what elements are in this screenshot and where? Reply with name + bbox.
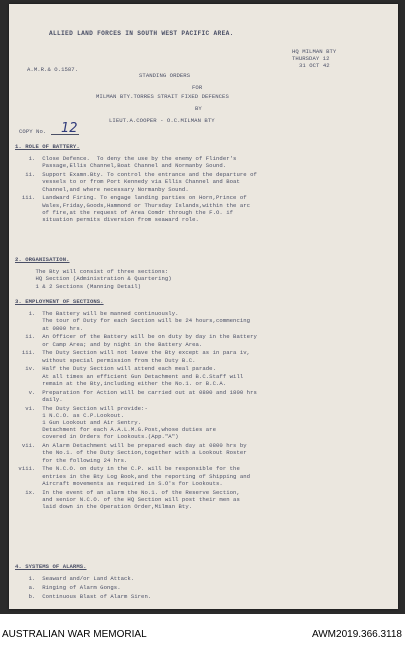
accession-number: AWM2019.366.3118 xyxy=(311,629,402,640)
section-line: iii. Landward Firing. To engage landing parties on Horn,Prince of xyxy=(15,194,247,202)
section-line: The Bty will consist of three sections: xyxy=(15,268,169,276)
header-day: THURSDAY 12 xyxy=(292,55,330,62)
section-heading: 4. SYSTEMS OF ALARMS. xyxy=(15,563,87,570)
section-line: covered in Orders for Lookouts.(App."A") xyxy=(15,433,179,441)
section-line: vessels to or from Port Kennedy via Ellis Channel and Boat xyxy=(15,178,240,186)
section-line: iv. Half the Duty Section will attend each meal parade. xyxy=(15,365,217,373)
orders-title-line1: STANDING ORDERS xyxy=(139,72,191,79)
header-date: 31 OCT 42 xyxy=(299,62,330,69)
section-line: i. The Battery will be manned continuously. xyxy=(15,310,179,318)
section-line: At all times an efficient Gun Detachment and B.C.Staff will xyxy=(15,372,244,380)
section-line: at 0800 hrs. xyxy=(15,324,84,332)
section-line: 1 Gun Lookout and Air Sentry. xyxy=(15,419,142,426)
section-line: vii. An Alarm Detachment will be prepared each day at 0800 hrs by xyxy=(15,442,247,450)
section-line: i. Close Defence. To deny the use by the enemy of Flinder's xyxy=(15,155,237,163)
section-line: v. Preparation for Action will be carried out at 0800 and 1800 hrs xyxy=(15,388,257,396)
section-line: 1. Seaward and/or Land Attack. xyxy=(15,575,135,583)
copy-number-label: COPY No. xyxy=(19,128,47,135)
section-line: vi. The Duty Section will provide:- xyxy=(15,404,148,412)
section-line: of fire,at the request of Area Comdr through the F.O. if xyxy=(15,208,234,216)
section-line: remain at the Bty,including either the No.1. or B.C.A. xyxy=(15,379,227,387)
orders-title-line5: LIEUT.A.COOPER - O.C.MILMAN BTY xyxy=(109,117,215,124)
orders-title-line3: MILMAN BTY.TORRES STRAIT FIXED DEFENCES xyxy=(96,93,229,100)
section-line: HQ Section (Administration & Quartering) xyxy=(15,275,172,283)
section-line: without special permission from the Duty B.C. xyxy=(15,356,196,364)
section-line: Passage,Ellis Channel,Boat Channel and Normanby Sound. xyxy=(15,162,227,170)
section-line: situation permits diversion from seaward role. xyxy=(15,216,199,223)
section-line: The tour of Duty for each Section will be 24 hours,commencing xyxy=(15,317,251,325)
section-line: ix. In the event of an alarm the No.1. of the Reserve Section, xyxy=(15,488,240,496)
section-heading: 3. EMPLOYMENT OF SECTIONS. xyxy=(15,298,104,305)
section-line: a. Ringing of Alarm Gongs. xyxy=(15,584,121,591)
caption-bar xyxy=(0,614,405,653)
orders-title-line4: BY xyxy=(195,105,202,112)
document-title: ALLIED LAND FORCES IN SOUTH WEST PACIFIC AREA. xyxy=(49,30,234,37)
copy-number-handwritten: 12 xyxy=(61,121,78,136)
document-page xyxy=(9,4,398,609)
section-line: laid down in the Operation Order,Milman Bty. xyxy=(15,503,193,510)
section-line: viii. The N.C.O. on duty in the C.P. will be responsible for the xyxy=(15,465,240,473)
section-line: ii. Support Examn.Bty. To control the entrance and the departure of xyxy=(15,171,257,179)
section-line: Channel,and where necessary Normanby Sound. xyxy=(15,185,189,193)
section-line: 1 N.C.O. as C.P.Lookout. xyxy=(15,411,125,419)
section-line: b. Continuous Blast of Alarm Siren. xyxy=(15,592,152,600)
section-line: ii. An Officer of the Battery will be on duty by day in the Battery xyxy=(15,333,257,341)
header-location: HQ MILMAN BTY xyxy=(292,48,337,55)
section-line: Wales,Friday,Goods,Hammond or Thursday Islands,within the arc xyxy=(15,201,251,209)
section-line: entries in the Bty Log Book,and the reporting of Shipping and xyxy=(15,472,251,480)
section-line: iii. The Duty Section will not leave the Bty except as in para iv, xyxy=(15,349,251,357)
section-heading: 2. ORGANISATION. xyxy=(15,256,70,263)
orders-title-line2: FOR xyxy=(192,84,203,91)
section-line: 1 & 2 Sections (Manning Detail) xyxy=(15,282,142,290)
section-line: Aircraft movements as required in S.O's for Lookouts. xyxy=(15,479,223,487)
section-heading: 1. ROLE OF BATTERY. xyxy=(15,143,80,150)
section-line: Detachment for each A.A.L.M.G.Post,whose duties are xyxy=(15,426,217,434)
section-line: or Camp Area; and by night in the Battery Area. xyxy=(15,340,203,348)
reference-number: A.M.R.& O.1587. xyxy=(27,66,79,73)
section-line: the No.1. of the Duty Section,together with a Lookout Roster xyxy=(15,449,247,457)
section-line: daily. xyxy=(15,395,63,403)
institution-name: AUSTRALIAN WAR MEMORIAL xyxy=(2,629,147,640)
section-line: and senior N.C.O. of the HQ Section will post their men as xyxy=(15,495,240,503)
section-line: for the following 24 hrs. xyxy=(15,456,128,464)
